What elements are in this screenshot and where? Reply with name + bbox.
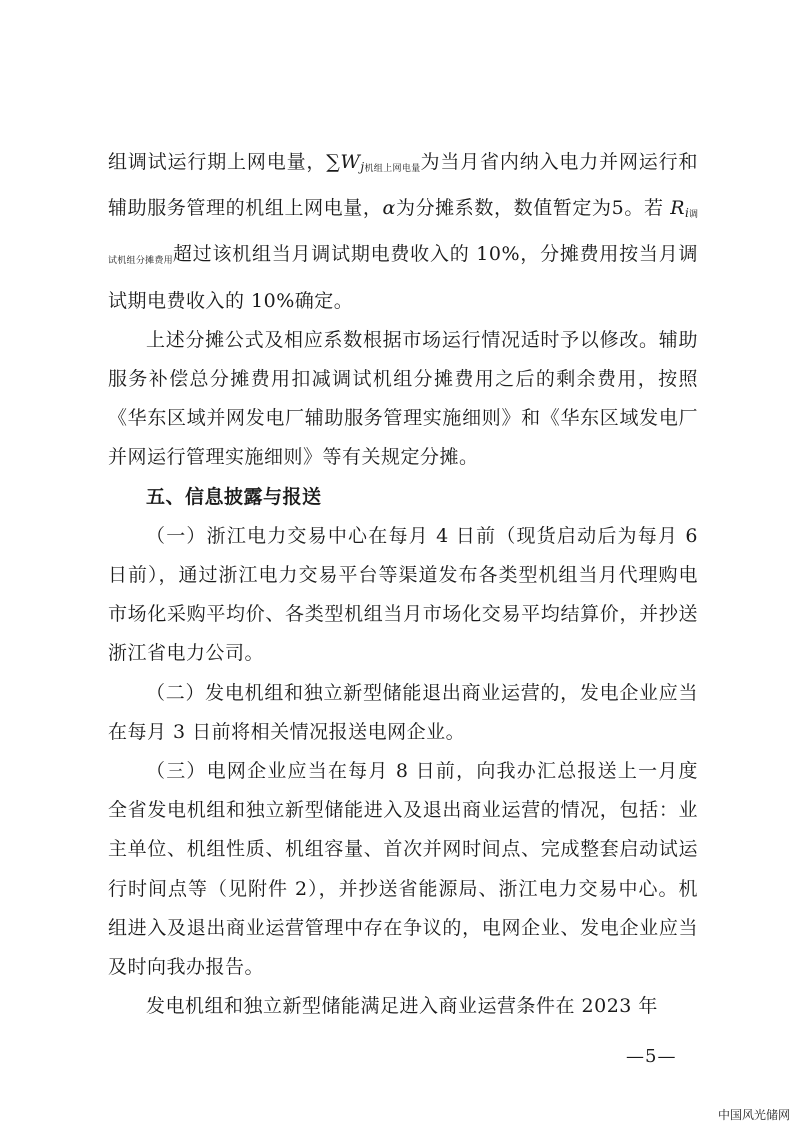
r-symbol: $R_{i调试机组分摊费用}$	[108, 197, 698, 267]
sum-symbol: $\sum W_{j机组上网电量}$	[326, 151, 421, 174]
paragraph-continuation: 发电机组和独立新型储能满足进入商业运营条件在 2023 年	[146, 995, 658, 1018]
paragraph-item-3: （三）电网企业应当在每月 8 日前，向我办汇总报送上一月度全省发电机组和独立新型储能进入及退出商业运营的情况，包括：业主单位、机组性质、机组容量、首次并网时间点、完成整套启动试运行时间点等（见附件 2），并抄送省能源局、浙江电力交易中心。机组进入及退出商业运营管理中存在争议的，电网企业、发电企业应当及时向我办报告。	[108, 760, 698, 979]
paragraph-allocation-rules: 上述分摊公式及相应系数根据市场运行情况适时予以修改。辅助服务补偿总分摊费用扣减调试机组分摊费用之后的剩余费用，按照《华东区域并网发电厂辅助服务管理实施细则》和《华东区域发电厂并网运行管理实施细则》等有关规定分摊。	[108, 328, 698, 469]
document-body	[108, 143, 698, 1026]
paragraph-item-2: （二）发电机组和独立新型储能退出商业运营的，发电企业应当在每月 3 日前将相关情况报送电网企业。	[108, 681, 698, 743]
paragraph-item-1: （一）浙江电力交易中心在每月 4 日前（现货启动后为每月 6 日前），通过浙江电力交易平台等渠道发布各类型机组当月代理购电市场化采购平均价、各类型机组当月市场化交易平均结算价，并抄送浙江省电力公司。	[108, 524, 698, 665]
paragraph-formula-explanation: 组调试运行期上网电量，$\sum W_{j机组上网电量}$为当月省内纳入电力并网运行和辅助服务管理的机组上网电量，α为分摊系数，数值暂定为5。若 $R_{i调试机组分摊费用}$超过该机组当月调试期电费收入的 10%，分摊费用按当月调试期电费收入的 10%确定。	[108, 151, 698, 312]
page-number: —5—	[626, 1046, 677, 1067]
alpha-symbol: α	[382, 197, 396, 220]
watermark: 中国风光储网	[717, 1108, 790, 1122]
section-heading: 五、信息披露与报送	[146, 485, 322, 508]
